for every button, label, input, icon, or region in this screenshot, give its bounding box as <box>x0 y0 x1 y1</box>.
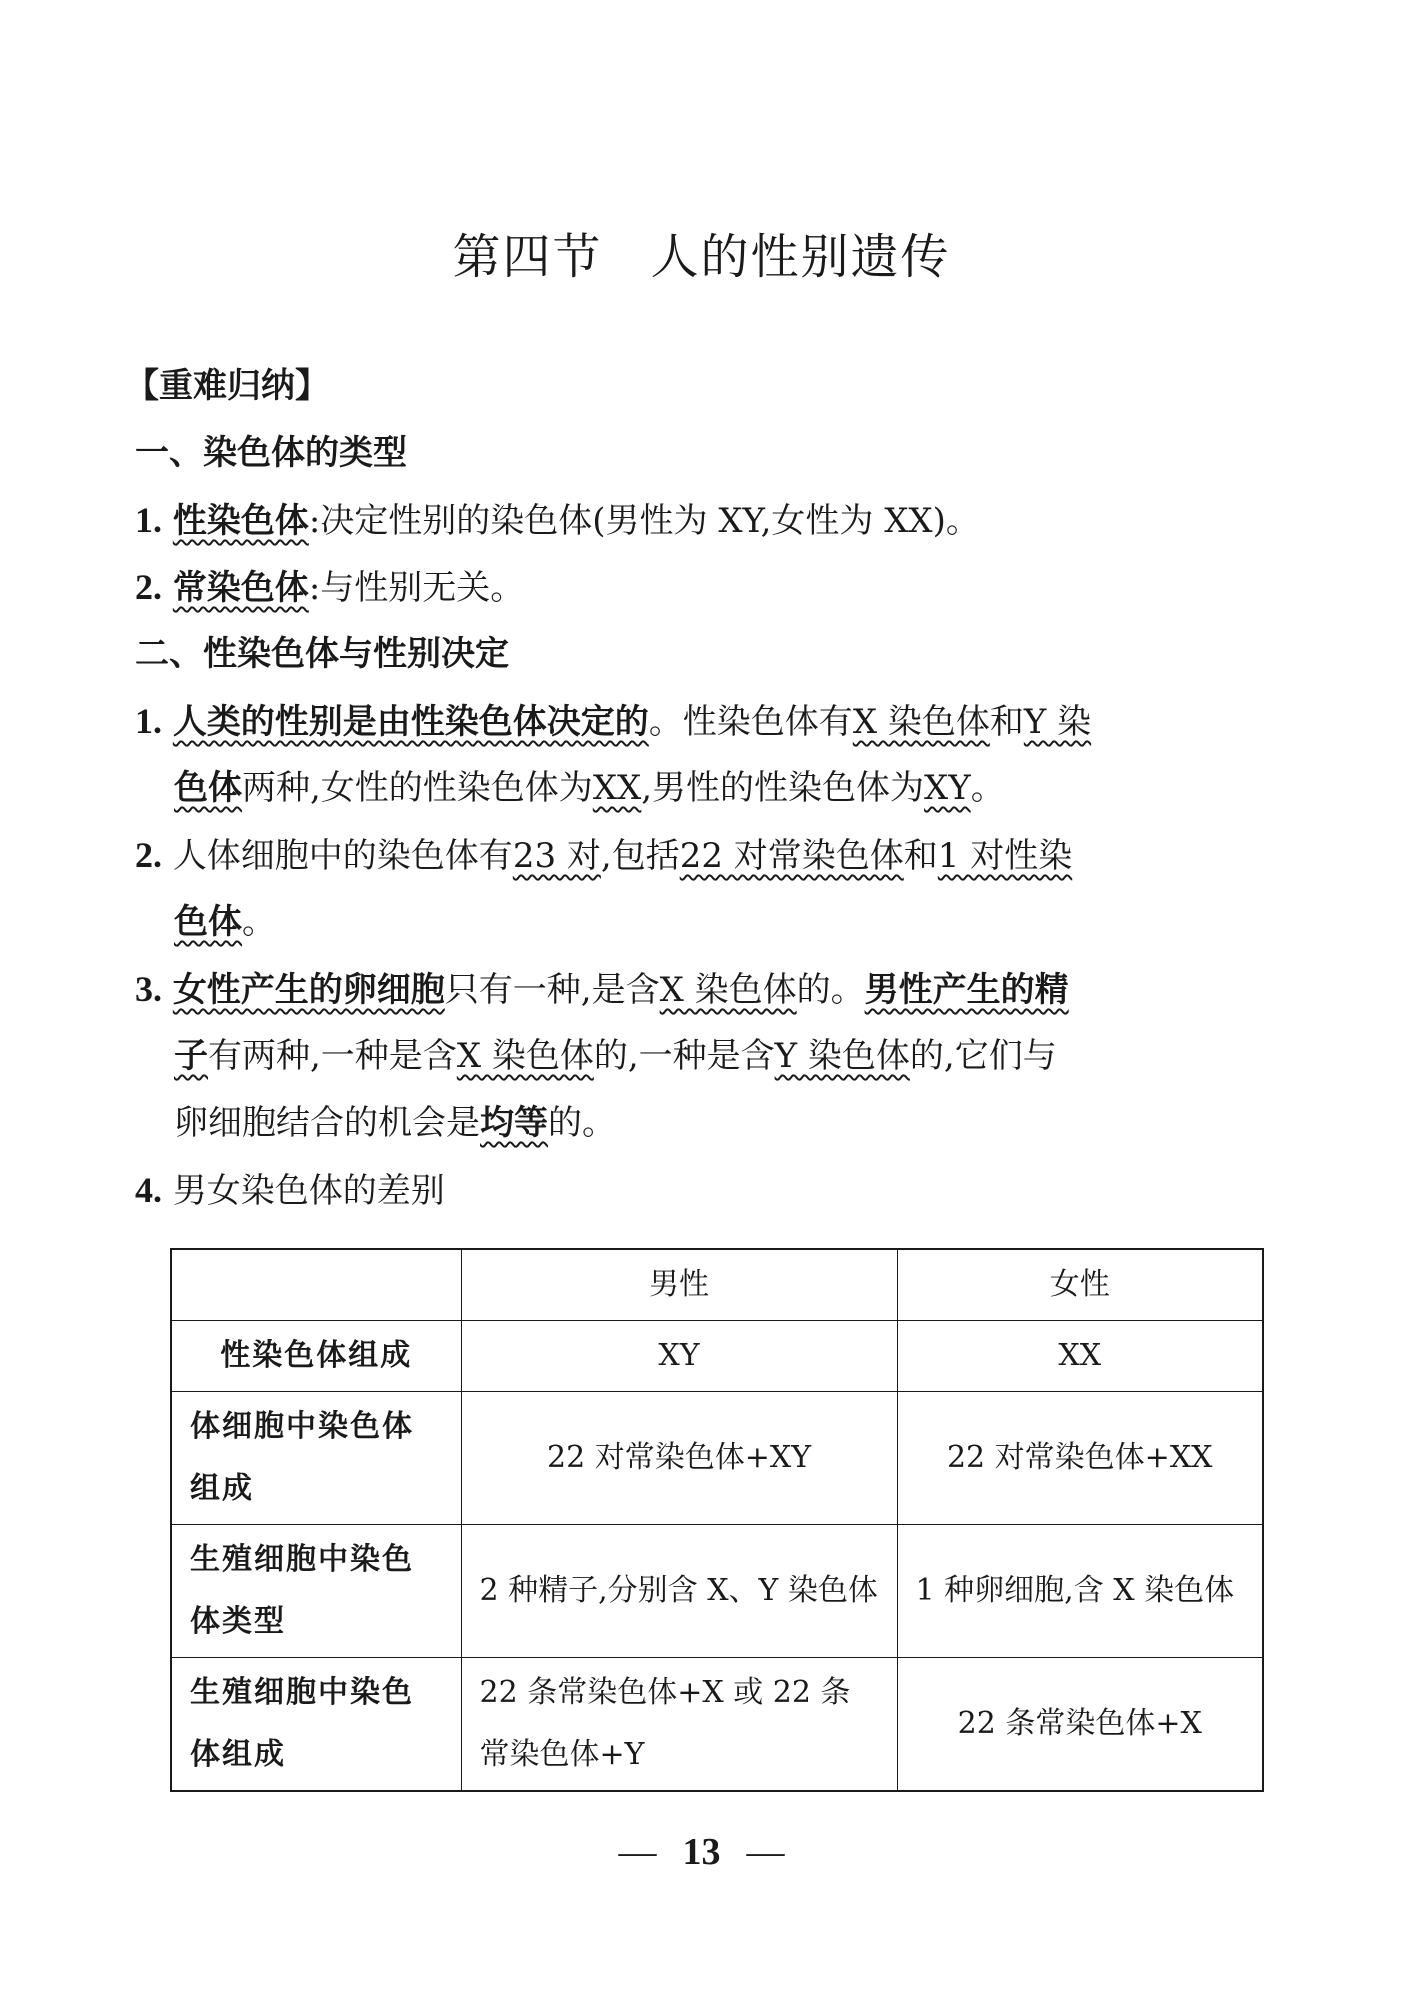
text-run: 卵细胞结合的机会是 <box>174 1103 480 1143</box>
section2-item1-line2 <box>174 768 1005 808</box>
female-cell: 22 条常染色体+X <box>897 1658 1263 1792</box>
key-phrase: 均等 <box>480 1103 548 1143</box>
text-run: 两种,女性的性染色体为 <box>242 768 593 808</box>
key-phrase: 色体 <box>174 768 242 808</box>
table-header-cell <box>171 1249 461 1321</box>
page-number-value: 13 <box>682 1831 721 1873</box>
key-phrase: 色体 <box>174 902 242 942</box>
text-run: 的。 <box>548 1103 616 1143</box>
key-phrase: X 染色体 <box>456 1036 594 1076</box>
female-cell: 22 对常染色体+XX <box>897 1392 1263 1525</box>
key-phrase: 22 对常染色体 <box>679 836 904 876</box>
key-phrase: 女性产生的卵细胞 <box>172 970 445 1010</box>
title-part1: 第四节 <box>452 229 603 285</box>
item-number: 1. <box>135 701 162 741</box>
section2-item1-line1 <box>135 701 1091 742</box>
male-cell: XY <box>461 1321 897 1392</box>
text-run: 的。 <box>796 970 865 1010</box>
table-header-cell: 女性 <box>897 1249 1263 1321</box>
item-number: 1. <box>135 500 162 540</box>
table-row <box>171 1392 1263 1525</box>
female-cell: XX <box>897 1321 1263 1392</box>
table-row <box>171 1321 1263 1392</box>
term-sex-chromosome: 性染色体 <box>172 501 309 541</box>
text-run: 和 <box>903 836 938 876</box>
text-run: ,男性的性染色体为 <box>641 768 925 808</box>
table-header-cell: 男性 <box>461 1249 897 1321</box>
item-number: 2. <box>135 567 162 607</box>
text-run: 。 <box>970 768 1005 808</box>
key-phrase: X 染色体 <box>659 970 797 1010</box>
item-text: :决定性别的染色体(男性为 XY,女性为 XX)。 <box>308 501 980 541</box>
row-label: 生殖细胞中染色体组成 <box>171 1658 461 1792</box>
male-cell: 2 种精子,分别含 X、Y 染色体 <box>461 1525 897 1658</box>
item-number: 2. <box>135 835 162 875</box>
text-run: 。性染色体有 <box>648 702 853 742</box>
key-phrase: 子 <box>174 1036 208 1076</box>
key-phrase: XX <box>592 768 642 808</box>
key-phrase: 人类的性别是由性染色体决定的 <box>172 702 649 742</box>
section1-item2 <box>135 567 524 608</box>
section1-heading: 一、染色体的类型 <box>135 433 407 473</box>
section1-item1 <box>135 500 980 541</box>
section2-item3-line2 <box>174 1036 1057 1076</box>
section2-heading: 二、性染色体与性别决定 <box>135 634 509 674</box>
section2-item2-line1 <box>135 835 1072 876</box>
table-header-row <box>171 1249 1263 1321</box>
section2-item3-line1 <box>135 969 1069 1010</box>
page-number <box>0 1830 1403 1874</box>
text-run: 的,它们与 <box>909 1036 1057 1076</box>
section2-item4 <box>135 1170 445 1211</box>
text-run: ,包括 <box>600 836 680 876</box>
row-label: 体细胞中染色体组成 <box>171 1392 461 1525</box>
key-phrase: 23 对 <box>512 836 601 876</box>
item-number: 4. <box>135 1170 162 1210</box>
text-run: 和 <box>989 702 1024 742</box>
item-text: :与性别无关。 <box>308 568 525 608</box>
table-row <box>171 1525 1263 1658</box>
female-cell: 1 种卵细胞,含 X 染色体 <box>897 1525 1263 1658</box>
page-dash-left: — <box>618 1831 657 1873</box>
text-run: 。 <box>242 902 276 942</box>
section2-item2-line2 <box>174 902 276 942</box>
text-run: 有两种,一种是含 <box>208 1036 457 1076</box>
male-cell: 22 条常染色体+X 或 22 条常染色体+Y <box>461 1658 897 1792</box>
key-phrase: 1 对性染 <box>937 836 1073 876</box>
item-text: 男女染色体的差别 <box>172 1171 445 1211</box>
key-phrase: Y 染色体 <box>774 1036 910 1076</box>
key-phrase: 男性产生的精 <box>864 970 1069 1010</box>
page-dash-right: — <box>746 1831 785 1873</box>
text-run: 的,一种是含 <box>593 1036 775 1076</box>
term-autosome: 常染色体 <box>172 568 309 608</box>
table-row <box>171 1658 1263 1792</box>
text-run: 只有一种,是含 <box>444 970 660 1010</box>
summary-heading: 【重难归纳】 <box>125 366 329 406</box>
key-phrase: Y 染 <box>1023 702 1092 742</box>
male-cell: 22 对常染色体+XY <box>461 1392 897 1525</box>
chromosome-difference-table <box>170 1248 1264 1792</box>
text-run: 人体细胞中的染色体有 <box>172 836 513 876</box>
row-label: 生殖细胞中染色体类型 <box>171 1525 461 1658</box>
item-number: 3. <box>135 969 162 1009</box>
section-title <box>0 218 1403 287</box>
row-label: 性染色体组成 <box>171 1321 461 1392</box>
key-phrase: X 染色体 <box>852 702 990 742</box>
title-part2: 人的性别遗传 <box>650 229 951 285</box>
key-phrase: XY <box>924 768 971 808</box>
section2-item3-line3 <box>174 1103 616 1143</box>
